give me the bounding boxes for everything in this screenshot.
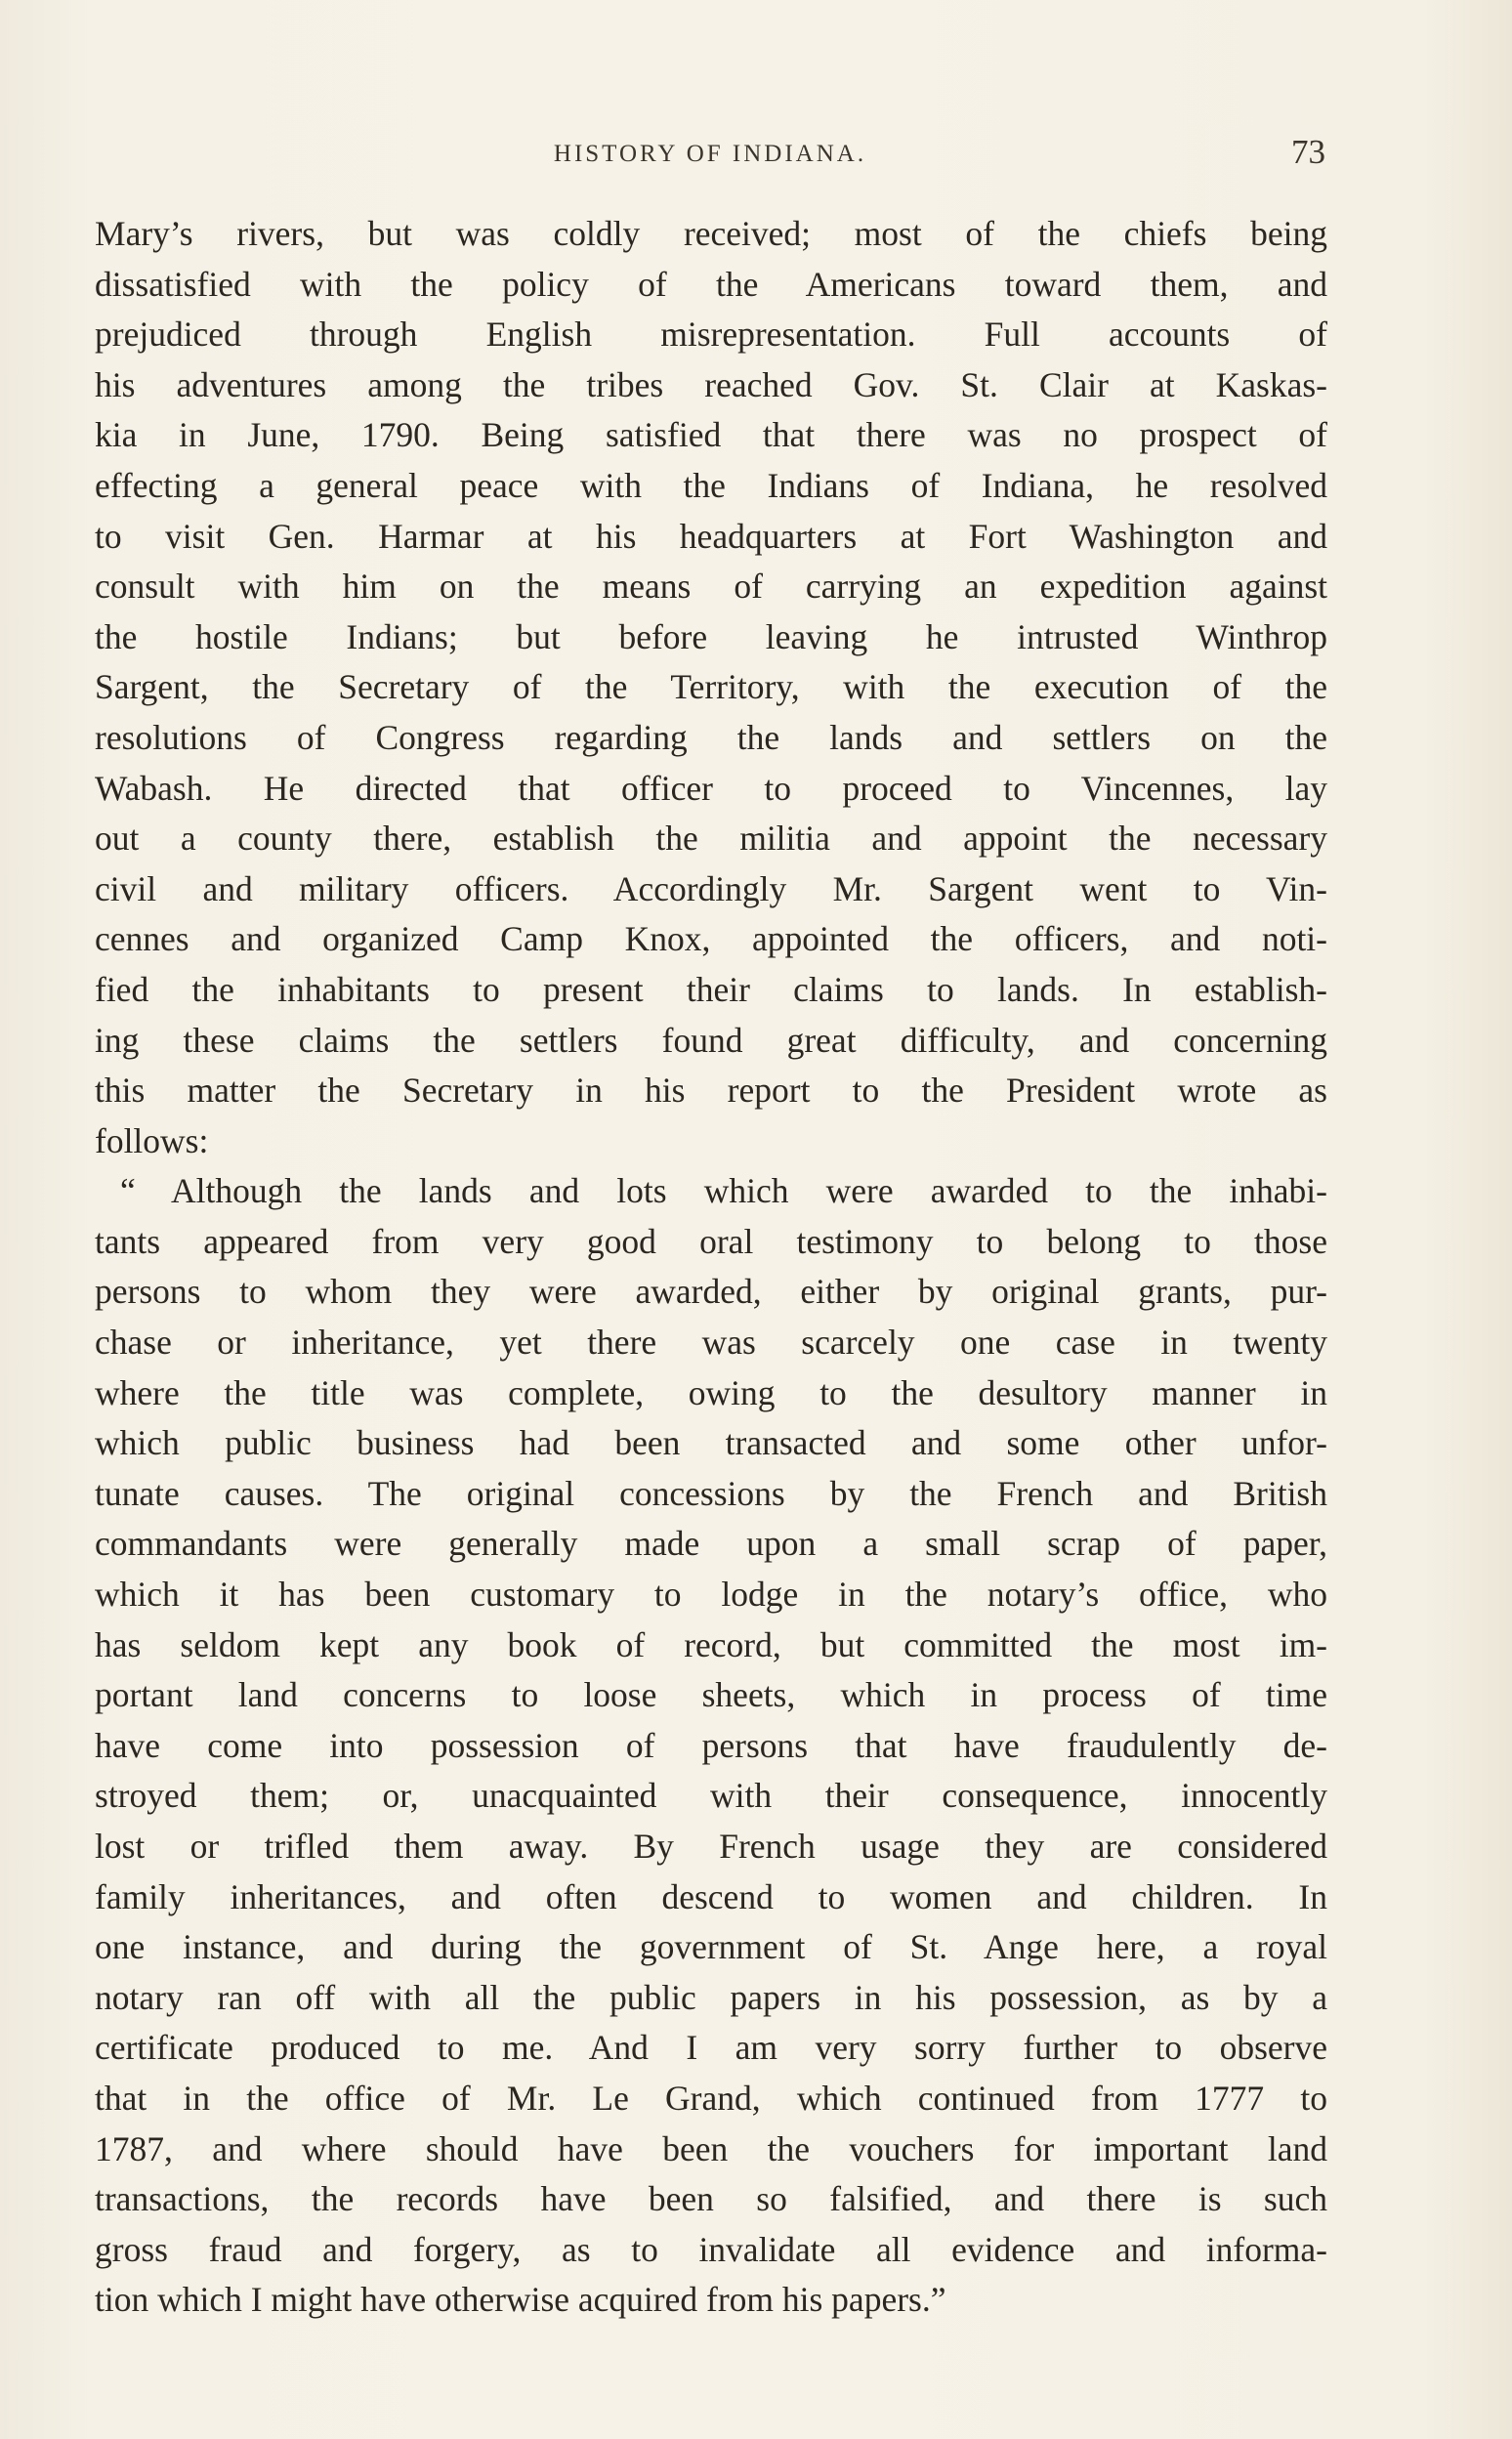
text-line: prejudiced through English misrepresentation. Full accounts of — [95, 315, 1327, 355]
running-title: HISTORY OF INDIANA. — [553, 141, 867, 167]
text-line: portant land concerns to loose sheets, which in process of time — [95, 1675, 1327, 1715]
text-line: “ Although the lands and lots which were awarded to the inhabi- — [120, 1171, 1327, 1211]
text-line: where the title was complete, owing to the desultory manner in — [95, 1372, 1327, 1412]
text-line: ing these claims the settlers found great difficulty, and concerning — [95, 1020, 1327, 1060]
paragraph-narrative — [95, 209, 1327, 1166]
text-line: which public business had been transacted and some other unfor- — [95, 1423, 1327, 1463]
running-head — [95, 133, 1325, 172]
text-line: one instance, and during the government of St. Ange here, a royal — [95, 1927, 1327, 1967]
text-line: kia in June, 1790. Being satisfied that there was no prospect of — [95, 415, 1327, 455]
text-line: transactions, the records have been so falsified, and there is such — [95, 2179, 1327, 2219]
text-line: have come into possession of persons that have fraudulently de- — [95, 1725, 1327, 1765]
paragraph-quotation — [95, 1166, 1327, 2326]
text-line: chase or inheritance, yet there was scarcely one case in twenty — [95, 1323, 1327, 1363]
text-line: Wabash. He directed that officer to proceed to Vincennes, lay — [95, 768, 1327, 808]
text-line: tion which I might have otherwise acquired from his papers.” — [95, 2280, 946, 2320]
text-line: the hostile Indians; but before leaving he intrusted Winthrop — [95, 616, 1327, 656]
text-line: resolutions of Congress regarding the lands and settlers on the — [95, 717, 1327, 757]
text-line: that in the office of Mr. Le Grand, which continued from 1777 to — [95, 2078, 1327, 2118]
text-line: out a county there, establish the militia and appoint the necessary — [95, 819, 1327, 859]
text-line: persons to whom they were awarded, either by original grants, pur- — [95, 1272, 1327, 1312]
text-line: Sargent, the Secretary of the Territory, with the execution of the — [95, 667, 1327, 707]
text-line: tants appeared from very good oral testimony to belong to those — [95, 1221, 1327, 1261]
text-line: this matter the Secretary in his report to the President wrote as — [95, 1071, 1327, 1111]
text-line: his adventures among the tribes reached Gov. St. Clair at Kaskas- — [95, 364, 1327, 404]
text-line: family inheritances, and often descend to women and children. In — [95, 1876, 1327, 1916]
text-line: 1787, and where should have been the vouchers for important land — [95, 2128, 1327, 2168]
text-line: notary ran off with all the public papers in his possession, as by a — [95, 1977, 1327, 2017]
text-line: lost or trifled them away. By French usage they are considered — [95, 1827, 1327, 1866]
text-line: Mary’s rivers, but was coldly received; most of the chiefs being — [95, 214, 1327, 253]
body-text — [95, 209, 1327, 2326]
text-line: to visit Gen. Harmar at his headquarters at Fort Washington and — [95, 516, 1327, 556]
text-line: stroyed them; or, unacquainted with their consequence, innocently — [95, 1776, 1327, 1816]
text-line: consult with him on the means of carrying an expedition against — [95, 567, 1327, 607]
text-line: effecting a general peace with the Indians of Indiana, he resolved — [95, 465, 1327, 505]
text-line: fied the inhabitants to present their claims to lands. In establish- — [95, 969, 1327, 1009]
text-line: civil and military officers. Accordingly Mr. Sargent went to Vin- — [95, 868, 1327, 908]
text-line: which it has been customary to lodge in the notary’s office, who — [95, 1575, 1327, 1615]
page-number: 73 — [1291, 133, 1325, 171]
text-line: follows: — [95, 1120, 209, 1160]
text-line: dissatisfied with the policy of the Americans toward them, and — [95, 264, 1327, 304]
text-line: commandants were generally made upon a small scrap of paper, — [95, 1524, 1327, 1564]
text-line: tunate causes. The original concessions by the French and British — [95, 1473, 1327, 1513]
text-line: certificate produced to me. And I am very sorry further to observe — [95, 2028, 1327, 2068]
text-line: cennes and organized Camp Knox, appointed the officers, and noti- — [95, 919, 1327, 959]
text-line: has seldom kept any book of record, but committed the most im- — [95, 1624, 1327, 1664]
text-line: gross fraud and forgery, as to invalidate all evidence and informa- — [95, 2229, 1327, 2269]
